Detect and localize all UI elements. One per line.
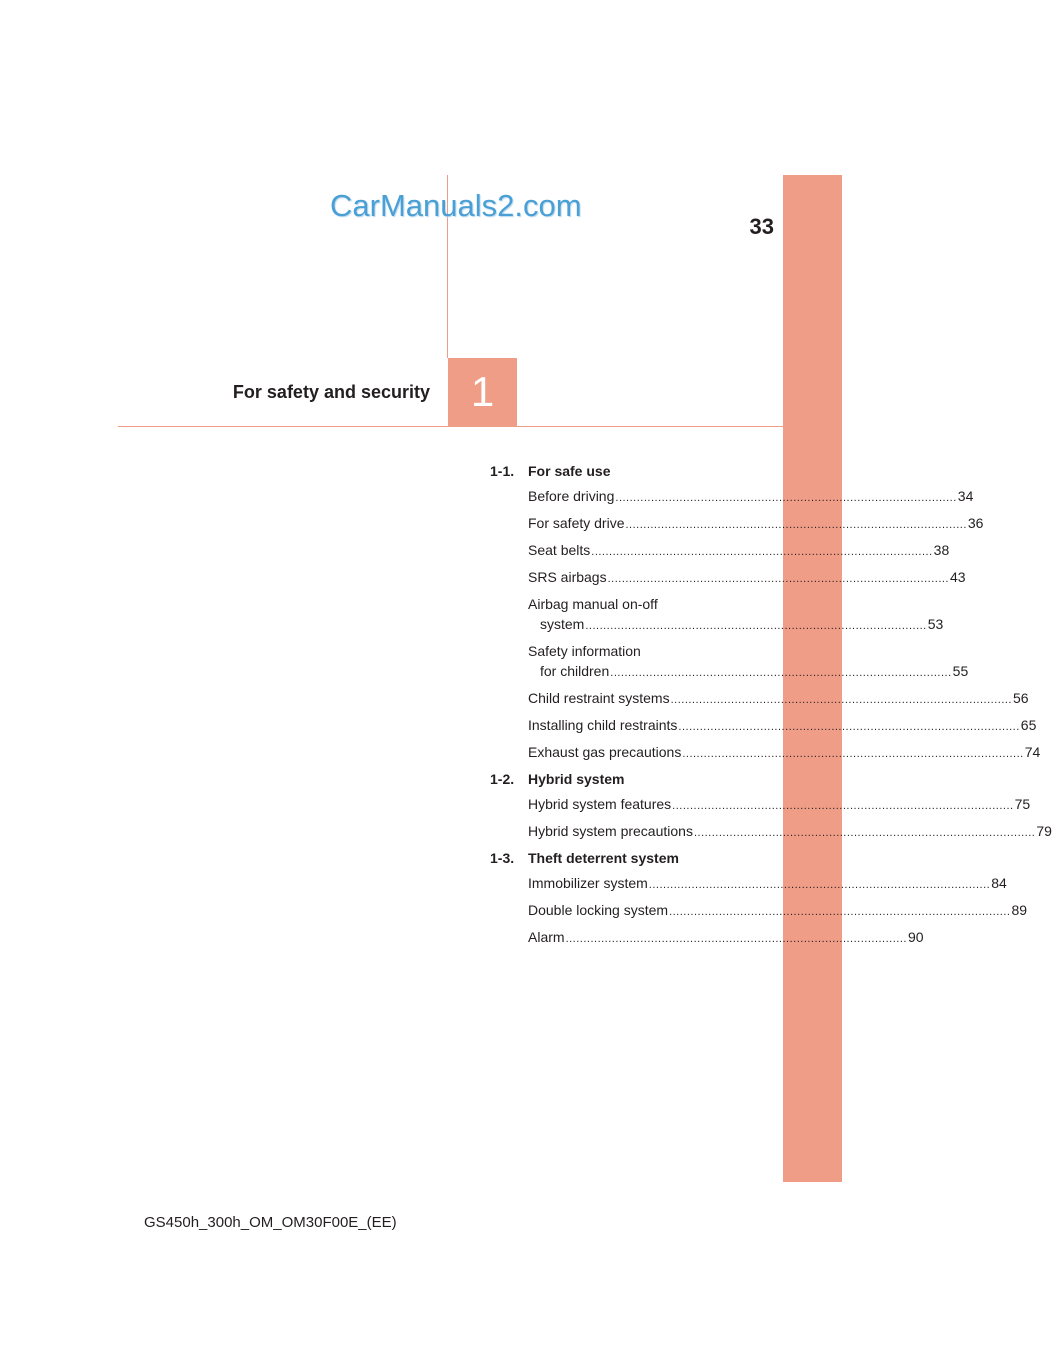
chapter-number-box: [448, 358, 517, 426]
toc-entry-label: Installing child restraints: [528, 717, 678, 733]
dot-leader: ................................................................................................: [672, 800, 1014, 812]
toc-entry-page: 43: [949, 569, 966, 585]
toc-entry-label: SRS airbags: [528, 569, 607, 585]
dot-leader: ................................................................................................: [591, 546, 933, 558]
toc-entry-label: Before driving: [528, 488, 615, 504]
dot-leader: ................................................................................................: [669, 906, 1011, 918]
toc-entry-page: 65: [1020, 717, 1037, 733]
dot-leader: ................................................................................................: [648, 879, 991, 891]
toc-section-title: Hybrid system: [528, 771, 625, 787]
dot-leader: ................................................................................................: [585, 620, 927, 632]
toc-section-number: 1-2.: [490, 771, 515, 787]
dot-leader: ................................................................................................: [678, 721, 1020, 733]
toc-entry-page: 89: [1011, 902, 1028, 918]
toc-entry[interactable]: [528, 540, 950, 562]
chapter-title: For safety and security: [232, 382, 430, 402]
dot-leader: ................................................................................................: [615, 492, 957, 504]
toc-section-title: Theft deterrent system: [528, 850, 679, 866]
horizontal-rule: [118, 426, 783, 427]
toc-entry[interactable]: [528, 567, 966, 589]
toc-entry-page: 90: [907, 929, 924, 945]
toc-entry-label: For safety drive: [528, 515, 625, 531]
dot-leader: ................................................................................................: [625, 519, 967, 531]
toc-entry-label: system: [540, 616, 585, 632]
toc-entry-page: 38: [933, 542, 950, 558]
dot-leader: ................................................................................................: [693, 827, 1036, 839]
toc-entry[interactable]: [528, 821, 1052, 843]
footer-code: GS450h_300h_OM_OM30F00E_(EE): [144, 1214, 397, 1231]
dot-leader: ................................................................................................: [610, 667, 952, 679]
toc-section-heading: [490, 461, 739, 486]
toc-entry-page: 53: [927, 616, 944, 632]
toc-entry-label: Double locking system: [528, 902, 669, 918]
dot-leader: ................................................................................................: [682, 748, 1024, 760]
table-of-contents: [490, 461, 1052, 954]
toc-entry-page: 84: [991, 875, 1007, 891]
toc-entry[interactable]: [528, 715, 1037, 737]
toc-entry-label: Exhaust gas precautions: [528, 744, 682, 760]
toc-section-heading: [490, 848, 739, 873]
toc-entry-page: 74: [1024, 744, 1041, 760]
toc-entry-title-line: Safety information: [528, 643, 641, 659]
toc-entry-label: for children: [540, 663, 610, 679]
toc-section-title: For safe use: [528, 463, 611, 479]
toc-entry-label: Immobilizer system: [528, 875, 648, 891]
dot-leader: ................................................................................................: [670, 694, 1012, 706]
toc-entry-page: 55: [952, 663, 969, 679]
toc-entry-page: 56: [1012, 690, 1029, 706]
toc-entry[interactable]: [528, 794, 1031, 816]
toc-entry[interactable]: [528, 486, 974, 508]
toc-entry-label: Hybrid system features: [528, 796, 672, 812]
dot-leader: ................................................................................................: [565, 933, 907, 945]
toc-section-heading: [490, 769, 739, 794]
toc-entry[interactable]: [528, 927, 924, 949]
toc-section-number: 1-1.: [490, 463, 515, 479]
toc-entry[interactable]: [528, 513, 984, 535]
toc-entry-page: 34: [957, 488, 974, 504]
toc-entry[interactable]: [528, 742, 1041, 764]
toc-entry-page: 75: [1014, 796, 1031, 812]
toc-entry-label: Hybrid system precautions: [528, 823, 693, 839]
watermark: CarManuals2.com: [330, 188, 582, 223]
page-number: 33: [749, 214, 774, 239]
dot-leader: ................................................................................................: [607, 573, 949, 585]
toc-entry[interactable]: [528, 873, 1007, 895]
toc-entry[interactable]: [528, 594, 944, 636]
toc-entry-label: Child restraint systems: [528, 690, 670, 706]
toc-entry[interactable]: [528, 900, 1028, 922]
toc-entry[interactable]: [528, 688, 1029, 710]
toc-entry[interactable]: [528, 641, 969, 683]
chapter-number: 1: [470, 368, 495, 415]
toc-section-number: 1-3.: [490, 850, 515, 866]
toc-entry-title-line: Airbag manual on-off: [528, 596, 658, 612]
toc-entry-label: Seat belts: [528, 542, 591, 558]
toc-entry-label: Alarm: [528, 929, 565, 945]
toc-entry-page: 79: [1036, 823, 1052, 839]
toc-entry-page: 36: [967, 515, 984, 531]
